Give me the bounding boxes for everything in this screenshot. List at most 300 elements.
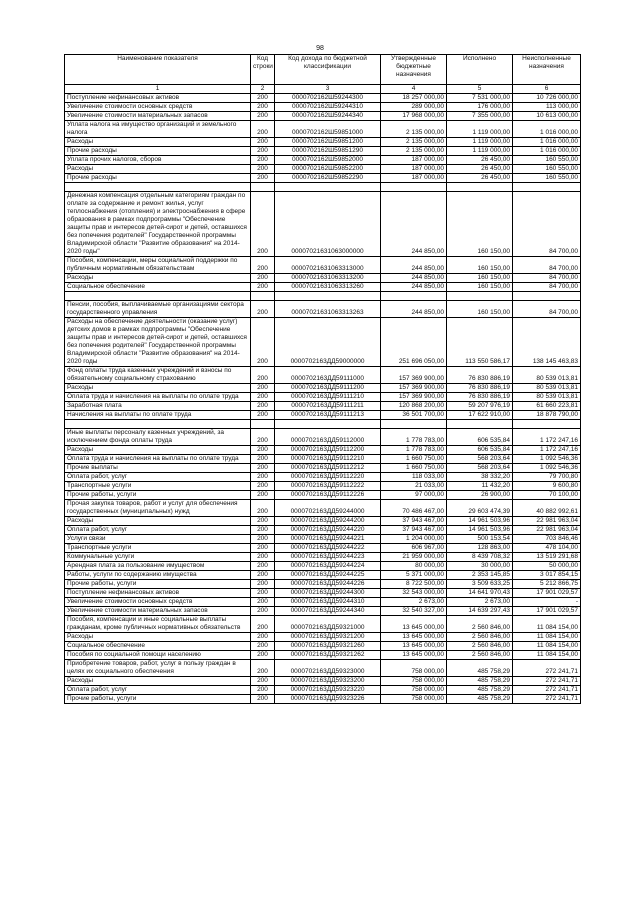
row-unexecuted: 22 981 963,04 — [513, 517, 581, 526]
row-approved — [381, 420, 447, 429]
row-approved: 244 850,00 — [381, 283, 447, 292]
row-name: Оплата работ, услуг — [65, 686, 251, 695]
row-executed: 485 758,29 — [447, 695, 513, 704]
row-line-code: 200 — [251, 633, 275, 642]
row-approved: 2 673,00 — [381, 598, 447, 607]
row-executed: 128 863,00 — [447, 544, 513, 553]
row-unexecuted: 478 104,00 — [513, 544, 581, 553]
table-row — [65, 695, 581, 704]
row-line-code: 200 — [251, 553, 275, 562]
table-header-row — [65, 55, 581, 85]
row-name: Увеличение стоимости материальных запасов — [65, 112, 251, 121]
row-line-code: 200 — [251, 192, 275, 257]
row-executed: 485 758,29 — [447, 686, 513, 695]
row-executed: 568 203,64 — [447, 464, 513, 473]
row-line-code: 200 — [251, 174, 275, 183]
row-approved: 5 371 000,00 — [381, 571, 447, 580]
row-unexecuted: 84 700,00 — [513, 283, 581, 292]
header-indicator-name: Наименование показателя — [65, 55, 251, 85]
row-name: Прочие выплаты — [65, 464, 251, 473]
row-executed — [447, 292, 513, 301]
table-row — [65, 526, 581, 535]
row-unexecuted: 5 212 866,75 — [513, 580, 581, 589]
row-unexecuted: 17 901 029,57 — [513, 589, 581, 598]
row-income-code: 00007021631063000000 — [275, 192, 381, 257]
row-name: Увеличение стоимости основных средств — [65, 103, 251, 112]
row-unexecuted — [513, 183, 581, 192]
table-row — [65, 616, 581, 633]
row-executed: 11 432,20 — [447, 482, 513, 491]
row-executed: 26 450,00 — [447, 156, 513, 165]
row-approved: 32 543 000,00 — [381, 589, 447, 598]
row-income-code: 0000702162Ш59852000 — [275, 156, 381, 165]
row-executed: 14 961 503,96 — [447, 526, 513, 535]
table-row — [65, 473, 581, 482]
row-executed: 26 450,00 — [447, 165, 513, 174]
row-line-code: 200 — [251, 491, 275, 500]
row-unexecuted: 80 539 013,81 — [513, 384, 581, 393]
row-unexecuted: 160 550,00 — [513, 174, 581, 183]
row-unexecuted: 11 084 154,00 — [513, 633, 581, 642]
row-name: Расходы — [65, 274, 251, 283]
row-name: Поступление нефинансовых активов — [65, 589, 251, 598]
row-name: Расходы — [65, 677, 251, 686]
row-unexecuted: 84 700,00 — [513, 192, 581, 257]
table-row — [65, 183, 581, 192]
row-name: Социальное обеспечение — [65, 283, 251, 292]
table-row — [65, 482, 581, 491]
row-unexecuted: 703 846,46 — [513, 535, 581, 544]
row-line-code: 200 — [251, 464, 275, 473]
row-income-code: 0000702163ДД59244224 — [275, 562, 381, 571]
row-line-code: 200 — [251, 651, 275, 660]
row-executed: 2 560 846,00 — [447, 642, 513, 651]
row-executed: 485 758,29 — [447, 677, 513, 686]
row-income-code: 0000702163ДД59112000 — [275, 429, 381, 446]
row-line-code: 200 — [251, 94, 275, 103]
table-row — [65, 121, 581, 138]
row-unexecuted: 1 172 247,16 — [513, 446, 581, 455]
row-line-code: 200 — [251, 473, 275, 482]
row-line-code: 200 — [251, 677, 275, 686]
row-income-code — [275, 420, 381, 429]
table-row — [65, 535, 581, 544]
row-executed: 76 830 886,19 — [447, 367, 513, 384]
row-unexecuted: 17 901 029,57 — [513, 607, 581, 616]
row-unexecuted: 9 600,80 — [513, 482, 581, 491]
row-executed: 160 150,00 — [447, 274, 513, 283]
row-approved: 37 943 467,00 — [381, 517, 447, 526]
row-approved: 118 033,00 — [381, 473, 447, 482]
row-executed: 2 673,00 — [447, 598, 513, 607]
table-row — [65, 292, 581, 301]
row-income-code: 0000702163ДД59111213 — [275, 411, 381, 420]
row-income-code: 0000702163ДД59321200 — [275, 633, 381, 642]
row-unexecuted: 1 092 546,36 — [513, 464, 581, 473]
table-row — [65, 393, 581, 402]
row-line-code: 200 — [251, 526, 275, 535]
row-income-code: 0000702163ДД59244300 — [275, 589, 381, 598]
row-approved: 32 540 327,00 — [381, 607, 447, 616]
row-line-code: 200 — [251, 301, 275, 318]
row-income-code: 0000702163ДД59244340 — [275, 607, 381, 616]
page-number: 98 — [316, 45, 324, 52]
row-income-code: 0000702163ДД59111210 — [275, 393, 381, 402]
row-income-code: 0000702163ДД59321000 — [275, 616, 381, 633]
row-approved: 244 850,00 — [381, 257, 447, 274]
row-line-code: 200 — [251, 147, 275, 156]
row-line-code: 200 — [251, 384, 275, 393]
column-number: 2 — [251, 85, 275, 94]
row-executed: 30 000,00 — [447, 562, 513, 571]
row-name: Начисления на выплаты по оплате труда — [65, 411, 251, 420]
row-line-code — [251, 183, 275, 192]
row-income-code: 0000702163ДД59323000 — [275, 660, 381, 677]
row-unexecuted: 50 000,00 — [513, 562, 581, 571]
row-approved: 17 968 000,00 — [381, 112, 447, 121]
row-name: Пособия, компенсации, меры социальной поддержки по публичным нормативным обязательствам — [65, 257, 251, 274]
row-executed: 176 000,00 — [447, 103, 513, 112]
row-income-code: 0000702162Ш59244340 — [275, 112, 381, 121]
row-unexecuted: 79 700,80 — [513, 473, 581, 482]
row-executed: 2 560 846,00 — [447, 616, 513, 633]
row-income-code: 0000702163ДД59323200 — [275, 677, 381, 686]
row-name: Расходы — [65, 138, 251, 147]
row-name: Приобретение товаров, работ, услуг в пользу граждан в целях их социального обеспечения — [65, 660, 251, 677]
row-name: Прочая закупка товаров, работ и услуг для обеспечения государственных (муниципальных) нужд — [65, 500, 251, 517]
row-line-code: 200 — [251, 393, 275, 402]
row-approved: 758 000,00 — [381, 677, 447, 686]
row-executed: 26 900,00 — [447, 491, 513, 500]
row-approved: 187 000,00 — [381, 156, 447, 165]
row-executed: 7 531 000,00 — [447, 94, 513, 103]
row-income-code: 0000702163ДД59244221 — [275, 535, 381, 544]
row-executed: 14 639 297,43 — [447, 607, 513, 616]
table-row — [65, 103, 581, 112]
row-name: Прочие работы, услуги — [65, 580, 251, 589]
row-name: Пособия, компенсации и иные социальные выплаты гражданам, кроме публичных нормативных обязательств — [65, 616, 251, 633]
header-unexecuted: Неисполненные назначения — [513, 55, 581, 85]
row-approved — [381, 183, 447, 192]
table-row — [65, 589, 581, 598]
row-executed: 568 203,64 — [447, 455, 513, 464]
table-row — [65, 571, 581, 580]
row-line-code: 200 — [251, 274, 275, 283]
table-row — [65, 156, 581, 165]
header-income-code: Код дохода по бюджетной классификации — [275, 55, 381, 85]
row-income-code: 0000702163ДД59112200 — [275, 446, 381, 455]
row-unexecuted: 80 539 013,81 — [513, 367, 581, 384]
row-approved: 21 033,00 — [381, 482, 447, 491]
table-row — [65, 420, 581, 429]
row-unexecuted: 70 100,00 — [513, 491, 581, 500]
row-approved: 1 204 000,00 — [381, 535, 447, 544]
row-line-code — [251, 420, 275, 429]
row-unexecuted: 272 241,71 — [513, 660, 581, 677]
row-approved: 1 660 750,00 — [381, 464, 447, 473]
row-income-code: 00007021631063313263 — [275, 301, 381, 318]
row-approved: 37 943 467,00 — [381, 526, 447, 535]
row-line-code: 200 — [251, 283, 275, 292]
row-income-code: 0000702163ДД59112210 — [275, 455, 381, 464]
table-row — [65, 318, 581, 367]
row-line-code: 200 — [251, 571, 275, 580]
table-row — [65, 446, 581, 455]
row-income-code: 0000702163ДД59111200 — [275, 384, 381, 393]
row-line-code: 200 — [251, 318, 275, 367]
row-name: Работы, услуги по содержанию имущества — [65, 571, 251, 580]
row-line-code: 200 — [251, 544, 275, 553]
row-name: Иные выплаты персоналу казенных учреждений, за исключением фонда оплаты труда — [65, 429, 251, 446]
header-line-code: Код строки — [251, 55, 275, 85]
row-income-code: 00007021631063313200 — [275, 274, 381, 283]
table-row — [65, 517, 581, 526]
row-name — [65, 292, 251, 301]
row-approved: 2 135 000,00 — [381, 138, 447, 147]
row-executed: 606 535,84 — [447, 429, 513, 446]
row-executed: 17 622 910,00 — [447, 411, 513, 420]
row-unexecuted: 1 016 000,00 — [513, 121, 581, 138]
row-approved: 97 000,00 — [381, 491, 447, 500]
row-line-code: 200 — [251, 642, 275, 651]
row-executed: 485 758,29 — [447, 660, 513, 677]
table-row — [65, 367, 581, 384]
row-name: Уплата налога на имущество организаций и земельного налога — [65, 121, 251, 138]
row-approved: 2 135 000,00 — [381, 147, 447, 156]
row-approved: 244 850,00 — [381, 301, 447, 318]
header-executed: Исполнено — [447, 55, 513, 85]
row-line-code: 200 — [251, 589, 275, 598]
row-unexecuted: 10 613 000,00 — [513, 112, 581, 121]
row-executed: 38 332,20 — [447, 473, 513, 482]
row-income-code: 0000702162Ш59852290 — [275, 174, 381, 183]
row-name: Расходы — [65, 165, 251, 174]
row-income-code: 0000702163ДД59323226 — [275, 695, 381, 704]
row-unexecuted: 22 981 963,04 — [513, 526, 581, 535]
table-row — [65, 165, 581, 174]
row-income-code: 0000702163ДД59321260 — [275, 642, 381, 651]
row-approved: 70 486 467,00 — [381, 500, 447, 517]
row-approved: 13 645 000,00 — [381, 633, 447, 642]
row-name: Транспортные услуги — [65, 544, 251, 553]
row-unexecuted: 13 519 291,68 — [513, 553, 581, 562]
row-name: Оплата труда и начисления на выплаты по оплате труда — [65, 393, 251, 402]
row-name: Расходы — [65, 446, 251, 455]
row-name: Арендная плата за пользование имуществом — [65, 562, 251, 571]
row-approved: 80 000,00 — [381, 562, 447, 571]
row-line-code: 200 — [251, 446, 275, 455]
row-approved: 13 645 000,00 — [381, 616, 447, 633]
row-executed: 113 550 586,17 — [447, 318, 513, 367]
row-approved: 758 000,00 — [381, 686, 447, 695]
table-row — [65, 301, 581, 318]
row-approved: 244 850,00 — [381, 192, 447, 257]
row-unexecuted: 80 539 013,81 — [513, 393, 581, 402]
row-income-code: 0000702163ДД59112212 — [275, 464, 381, 473]
row-income-code: 0000702163ДД59000000 — [275, 318, 381, 367]
row-approved: 606 967,00 — [381, 544, 447, 553]
row-approved: 1 778 783,00 — [381, 446, 447, 455]
row-executed: 59 207 976,19 — [447, 402, 513, 411]
row-income-code: 0000702163ДД59244200 — [275, 517, 381, 526]
row-unexecuted: 11 084 154,00 — [513, 651, 581, 660]
budget-execution-table — [64, 54, 581, 704]
row-line-code: 200 — [251, 165, 275, 174]
row-income-code: 0000702162Ш59851000 — [275, 121, 381, 138]
row-approved — [381, 292, 447, 301]
row-unexecuted: 3 017 854,15 — [513, 571, 581, 580]
row-unexecuted: 61 660 223,81 — [513, 402, 581, 411]
row-line-code: 200 — [251, 580, 275, 589]
row-unexecuted: 10 726 000,00 — [513, 94, 581, 103]
header-approved: Утвержденные бюджетные назначения — [381, 55, 447, 85]
table-row — [65, 274, 581, 283]
row-executed: 14 641 970,43 — [447, 589, 513, 598]
table-row — [65, 257, 581, 274]
row-line-code: 200 — [251, 121, 275, 138]
table-row — [65, 411, 581, 420]
table-row — [65, 633, 581, 642]
column-number: 6 — [513, 85, 581, 94]
row-name: Прочие работы, услуги — [65, 695, 251, 704]
table-row — [65, 580, 581, 589]
row-executed: 1 119 000,00 — [447, 138, 513, 147]
row-name: Социальное обеспечение — [65, 642, 251, 651]
column-number-row — [65, 85, 581, 94]
row-line-code: 200 — [251, 616, 275, 633]
row-unexecuted: 272 241,71 — [513, 677, 581, 686]
row-approved: 758 000,00 — [381, 695, 447, 704]
row-unexecuted: 113 000,00 — [513, 103, 581, 112]
row-income-code: 0000702162Ш59244300 — [275, 94, 381, 103]
row-line-code: 200 — [251, 411, 275, 420]
row-line-code: 200 — [251, 660, 275, 677]
table-row — [65, 402, 581, 411]
table-row — [65, 138, 581, 147]
row-income-code: 0000702163ДД59111211 — [275, 402, 381, 411]
row-executed: 3 509 633,25 — [447, 580, 513, 589]
row-name: Услуги связи — [65, 535, 251, 544]
table-row — [65, 642, 581, 651]
row-approved: 2 135 000,00 — [381, 121, 447, 138]
column-number: 1 — [65, 85, 251, 94]
row-unexecuted — [513, 420, 581, 429]
row-executed: 2 560 846,00 — [447, 633, 513, 642]
row-unexecuted: 40 882 992,61 — [513, 500, 581, 517]
row-approved: 13 645 000,00 — [381, 642, 447, 651]
column-number: 5 — [447, 85, 513, 94]
row-approved: 157 369 900,00 — [381, 384, 447, 393]
row-unexecuted: 1 016 000,00 — [513, 147, 581, 156]
row-line-code: 200 — [251, 562, 275, 571]
row-name: Расходы — [65, 384, 251, 393]
row-line-code — [251, 292, 275, 301]
row-line-code: 200 — [251, 156, 275, 165]
row-unexecuted: 160 550,00 — [513, 165, 581, 174]
row-unexecuted: 272 241,71 — [513, 686, 581, 695]
row-income-code: 0000702163ДД59244226 — [275, 580, 381, 589]
row-line-code: 200 — [251, 455, 275, 464]
row-name: Поступление нефинансовых активов — [65, 94, 251, 103]
row-income-code: 0000702163ДД59111000 — [275, 367, 381, 384]
row-approved: 187 000,00 — [381, 174, 447, 183]
row-executed: 500 153,54 — [447, 535, 513, 544]
row-name: Пособия по социальной помощи населению — [65, 651, 251, 660]
row-approved: 1 660 750,00 — [381, 455, 447, 464]
row-executed: 2 560 846,00 — [447, 651, 513, 660]
table-row — [65, 562, 581, 571]
row-executed: 2 353 145,85 — [447, 571, 513, 580]
table-body — [65, 94, 581, 704]
row-approved: 289 000,00 — [381, 103, 447, 112]
row-name: Прочие работы, услуги — [65, 491, 251, 500]
row-executed: 1 119 000,00 — [447, 121, 513, 138]
row-approved: 18 257 000,00 — [381, 94, 447, 103]
row-line-code: 200 — [251, 103, 275, 112]
row-approved: 13 645 000,00 — [381, 651, 447, 660]
row-executed — [447, 420, 513, 429]
row-unexecuted: 11 084 154,00 — [513, 616, 581, 633]
row-unexecuted: 18 878 790,00 — [513, 411, 581, 420]
table-row — [65, 464, 581, 473]
row-approved: 157 369 900,00 — [381, 367, 447, 384]
row-name: Коммунальные услуги — [65, 553, 251, 562]
row-executed: 606 535,84 — [447, 446, 513, 455]
row-income-code: 0000702163ДД59323220 — [275, 686, 381, 695]
table-row — [65, 491, 581, 500]
table-row — [65, 607, 581, 616]
table-row — [65, 598, 581, 607]
row-income-code: 00007021631063313000 — [275, 257, 381, 274]
row-unexecuted — [513, 292, 581, 301]
row-executed: 160 150,00 — [447, 283, 513, 292]
row-executed: 160 150,00 — [447, 192, 513, 257]
row-name: Расходы — [65, 517, 251, 526]
row-executed: 160 150,00 — [447, 301, 513, 318]
row-approved: 120 868 200,00 — [381, 402, 447, 411]
row-approved: 8 722 500,00 — [381, 580, 447, 589]
row-executed: 8 439 708,32 — [447, 553, 513, 562]
row-line-code: 200 — [251, 607, 275, 616]
row-unexecuted: 138 145 463,83 — [513, 318, 581, 367]
row-income-code — [275, 183, 381, 192]
table-row — [65, 174, 581, 183]
row-unexecuted: 272 241,71 — [513, 695, 581, 704]
row-name: Расходы на обеспечение деятельности (оказание услуг) детских домов в рамках подпрограммы "Обеспечение защиты прав и интересов детей-сирот и детей, оставшихся без попечения родителей" Государственной программы Владимирской области "Развитие образования" на 2014-2020 годы — [65, 318, 251, 367]
row-income-code: 0000702162Ш59244310 — [275, 103, 381, 112]
row-line-code: 200 — [251, 112, 275, 121]
table-row — [65, 544, 581, 553]
row-name: Расходы — [65, 633, 251, 642]
row-income-code: 0000702163ДД59244310 — [275, 598, 381, 607]
row-unexecuted: 84 700,00 — [513, 274, 581, 283]
row-name: Оплата работ, услуг — [65, 473, 251, 482]
table-row — [65, 283, 581, 292]
row-name: Транспортные услуги — [65, 482, 251, 491]
row-income-code: 0000702163ДД59244223 — [275, 553, 381, 562]
row-line-code: 200 — [251, 402, 275, 411]
table-row — [65, 384, 581, 393]
row-income-code: 0000702163ДД59244220 — [275, 526, 381, 535]
row-income-code: 0000702163ДД59112222 — [275, 482, 381, 491]
row-name: Увеличение стоимости основных средств — [65, 598, 251, 607]
row-approved: 36 501 700,00 — [381, 411, 447, 420]
table-row — [65, 455, 581, 464]
row-name — [65, 183, 251, 192]
table-row — [65, 651, 581, 660]
row-income-code: 0000702163ДД59244000 — [275, 500, 381, 517]
row-line-code: 200 — [251, 138, 275, 147]
